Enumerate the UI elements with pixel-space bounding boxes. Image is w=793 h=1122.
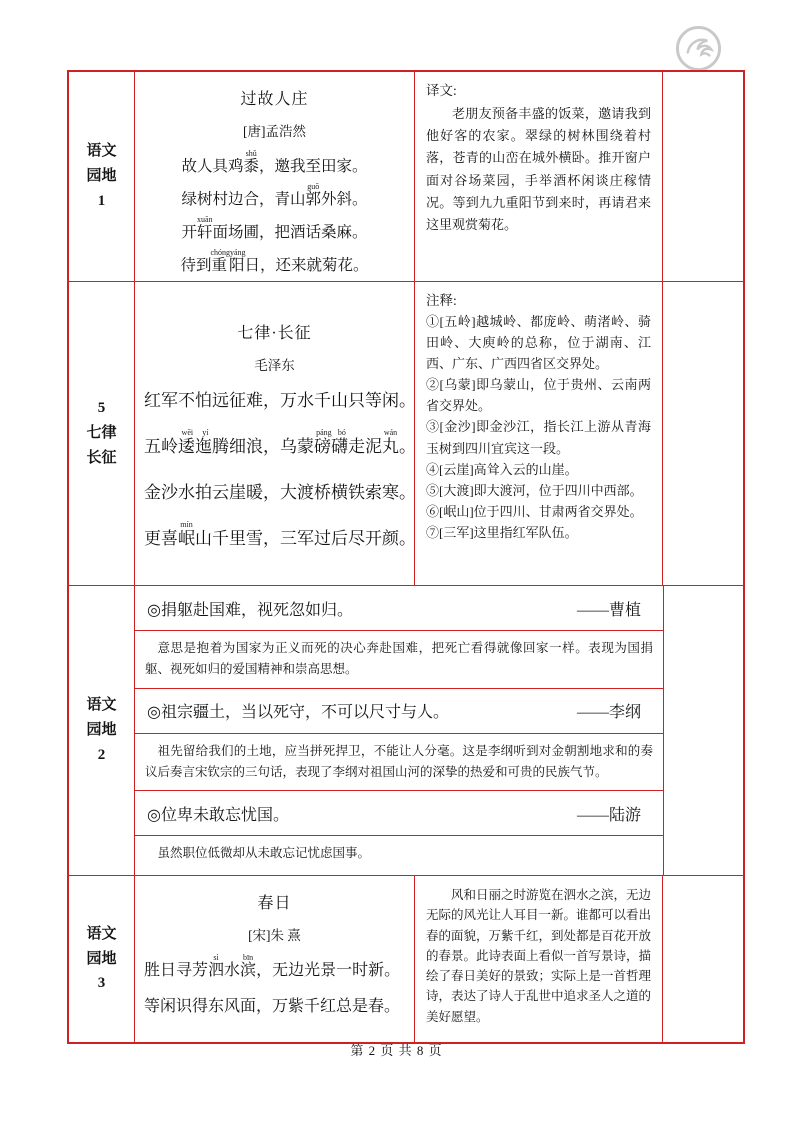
row-label-line: 语文 [86, 697, 117, 714]
annotation-item: ②[乌蒙]即乌蒙山，位于贵州、云南两省交界处。 [426, 377, 651, 414]
annotation-item: ⑤[大渡]即大渡河，位于四川中西部。 [426, 482, 643, 498]
poem-line: 待到重阳chóngyáng日，还来就菊花。 [180, 248, 369, 274]
poem [135, 282, 414, 562]
quote-attribution: ——陆游 [576, 806, 641, 824]
row-label-line: 1 [97, 192, 106, 209]
annotation-item: ④[云崖]高耸入云的山崖。 [426, 461, 578, 477]
row-label-line: 长征 [86, 449, 117, 466]
quote-explanation: 祖先留给我们的土地，应当拼死捍卫，不能让人分毫。这是李纲听到对金朝割地求和的奏议后奏言宋钦宗的三句话，表现了李纲对祖国山河的深挚的热爱和可贵的民族气节。 [135, 734, 663, 792]
row-label-yuwen-yuandi-2 [69, 586, 135, 875]
quote-attribution: ——李纲 [576, 704, 641, 721]
quote-row [135, 791, 663, 836]
poem-author: [唐]孟浩然 [243, 124, 306, 139]
section-yuwen-yuandi-3 [69, 876, 743, 1042]
annotation-item: ⑥[岷山]位于四川、甘肃两省交界处。 [426, 503, 643, 519]
poem-line: 五岭逶迤wēi yí腾细浪，乌蒙磅礴páng bó走泥丸wán。 [144, 428, 416, 456]
quotes-cell [135, 586, 664, 875]
quote-block [135, 586, 663, 689]
poem-author: [宋]朱 熹 [248, 928, 301, 943]
empty-cell [663, 282, 743, 585]
poem-line: 绿树村边合，青山郭guō外斜。 [181, 182, 368, 208]
translation-heading: 译文: [426, 83, 457, 98]
quote-text: ◎祖宗疆土，当以死守，不可以尺寸与人。 [147, 704, 449, 721]
empty-cell [663, 876, 743, 1042]
section-yuwen-yuandi-1 [69, 72, 743, 282]
poem-line: 等闲识得东风面，万紫千红总是春。 [144, 998, 401, 1015]
quote-row [135, 586, 663, 631]
poem-line: 红军不怕远征难，万水千山只等闲。 [144, 391, 416, 410]
annotation-item: ⑦[三军]这里指红军队伍。 [426, 524, 578, 540]
row-label-line: 七律 [86, 425, 117, 442]
poem-line: 更喜岷mín山千里雪，三军过后尽开颜。 [144, 520, 416, 548]
poem-title: 过故人庄 [240, 91, 309, 108]
row-label-line: 园地 [86, 950, 117, 967]
poem-cell-chunri [135, 876, 415, 1042]
poem-cell-guoguren-zhuang [135, 72, 415, 281]
section-qilu-changzheng [69, 282, 743, 586]
annotations-heading: 注释: [426, 293, 457, 308]
row-label-line: 2 [97, 746, 106, 763]
poem-title: 七律·长征 [237, 325, 312, 342]
empty-cell [664, 586, 743, 875]
section-yuwen-yuandi-2 [69, 586, 743, 876]
row-label-line: 5 [97, 400, 106, 417]
lesson-table [67, 70, 745, 1044]
row-label-yuwen-yuandi-3 [69, 876, 135, 1042]
poem [135, 876, 414, 1025]
row-label-yuwen-yuandi-1 [69, 72, 135, 281]
quote-row [135, 689, 663, 734]
quote-attribution: ——曹植 [576, 601, 641, 619]
row-label-line: 园地 [86, 722, 117, 739]
empty-cell [663, 72, 743, 281]
poem-lines [135, 953, 414, 1025]
translation-cell [415, 72, 663, 281]
quote-text: ◎捐躯赴国难，视死忽如归。 [147, 601, 353, 619]
poem-lines [135, 378, 414, 562]
poem-line: 胜日寻芳泗sì水滨bīn，无边光景一时新。 [144, 953, 401, 979]
poem-line: 故人具鸡黍shǔ，邀我至田家。 [181, 149, 368, 175]
row-label-line: 3 [97, 975, 106, 992]
row-label-qilu-changzheng [69, 282, 135, 585]
analysis-cell [415, 876, 663, 1042]
analysis-body: 风和日丽之时游览在泗水之滨，无边无际的风光让人耳目一新。谁都可以看出春的面貌，万紫千红，到处都是百花开放的春景。此诗表面上看似一首写景诗，描绘了春日美好的景致；实际上是一首哲理诗，表达了诗人于乱世中追求圣人之道的美好愿望。 [426, 888, 652, 1024]
poem-line: 开轩xuān面场圃，把酒话桑麻。 [181, 215, 368, 241]
quote-explanation: 意思是抱着为国家为正义而死的决心奔赴国难，把死亡看得就像回家一样。表现为国捐躯、视死如归的爱国精神和崇高思想。 [135, 631, 663, 689]
annotations-cell [415, 282, 663, 585]
poem-author: 毛泽东 [254, 358, 295, 373]
quote-explanation: 虽然职位低微却从未敢忘记忧虑国事。 [157, 846, 371, 860]
row-label-line: 语文 [86, 925, 117, 942]
translation-body: 老朋友预备丰盛的饭菜，邀请我到他好客的农家。翠绿的树林围绕着村落，苍青的山峦在城外横卧。推开窗户面对谷场菜园，手举酒杯闲谈庄稼情况。等到九九重阳节到来时，再请君来这里观赏菊花。 [426, 106, 651, 232]
poem-cell-changzheng [135, 282, 415, 585]
row-label-line: 语文 [86, 143, 117, 160]
poem-line: 金沙水拍云崖暖，大渡桥横铁索寒。 [144, 483, 416, 502]
annotation-item: ③[金沙]即金沙江，指长江上游从青海玉树到四川宜宾这一段。 [426, 419, 651, 456]
publisher-logo-icon [675, 25, 722, 72]
quote-text: ◎位卑未敢忘忧国。 [147, 806, 289, 824]
poem-lines [135, 149, 414, 281]
poem [135, 72, 414, 281]
quote-block [135, 689, 663, 792]
row-label-line: 园地 [86, 168, 117, 185]
annotation-item: ①[五岭]越城岭、都庞岭、萌渚岭、骑田岭、大庾岭的总称，位于湖南、江西、广东、广西四省区交界处。 [426, 314, 651, 372]
quote-block [135, 791, 663, 871]
page-number: 第 2 页 共 8 页 [350, 1043, 443, 1058]
poem-title: 春日 [257, 895, 292, 912]
